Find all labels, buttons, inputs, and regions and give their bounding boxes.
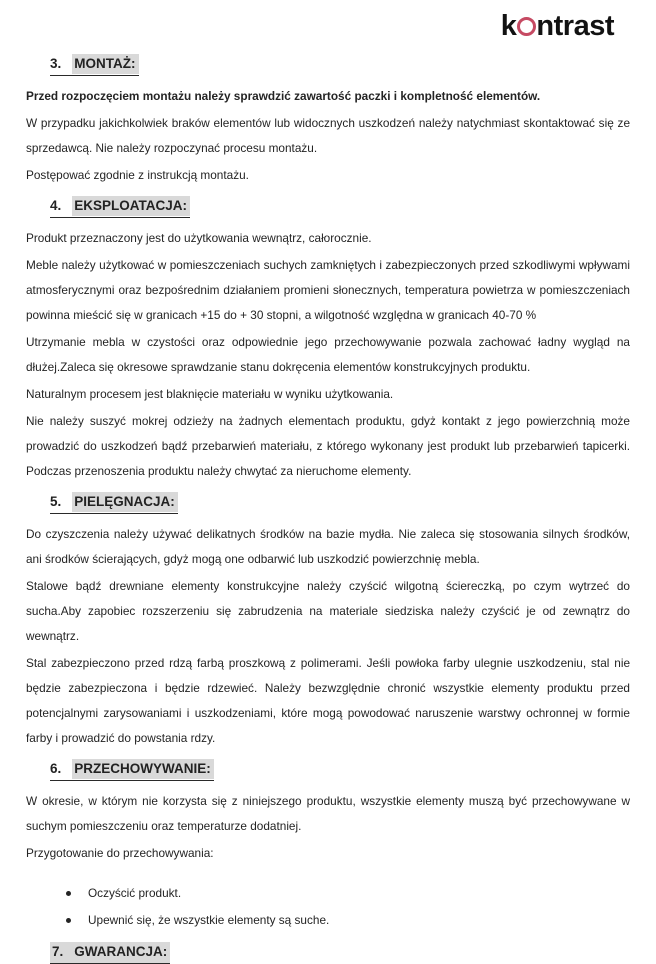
heading-underline-wrap (50, 492, 178, 514)
section-number: 7. (52, 944, 64, 959)
paragraph: W przypadku jakichkolwiek braków elementów lub widocznych uszkodzeń należy natychmiast skontaktować się ze sprzedawcą. Nie należy rozpoczynać procesu montażu. (26, 116, 630, 155)
section-heading-eksploatacja (26, 196, 630, 218)
section-number: 6. (50, 761, 62, 776)
document-body (0, 54, 656, 964)
section-heading-gwarancja (26, 942, 630, 964)
heading-underline-wrap (50, 759, 214, 781)
logo-text-k: k (500, 10, 517, 42)
paragraph: Przed rozpoczęciem montażu należy sprawdzić zawartość paczki i kompletność elementów. (26, 89, 541, 103)
section-heading-pielegnacja (26, 492, 630, 514)
paragraph: Stalowe bądź drewniane elementy konstrukcyjne należy czyścić wilgotną ściereczką, po czym wytrzeć do sucha.Aby zapobiec rozszerzeniu się zabrudzenia na materiale siedziska należy czyścić je od zewnątrz do wewnątrz. (26, 579, 630, 643)
paragraph: Produkt przeznaczony jest do użytkowania wewnątrz, całorocznie. (26, 231, 372, 245)
section-number: 5. (50, 494, 62, 509)
logo-o-ring-icon (517, 17, 536, 36)
section-title: PIELĘGNACJA: (72, 492, 178, 512)
paragraph: Naturalnym procesem jest blaknięcie materiału w wyniku użytkowania. (26, 387, 394, 401)
storage-checklist (26, 880, 630, 934)
paragraph: Utrzymanie mebla w czystości oraz odpowiednie jego przechowywanie pozwala zachować ładny wygląd na dłużej.Zaleca się okresowe sprawdzanie stanu dokręcenia elementów konstrukcyjnych produktu. (26, 335, 630, 374)
logo-text-ntrast: ntrast (536, 10, 614, 42)
paragraph: W okresie, w którym nie korzysta się z niniejszego produktu, wszystkie elementy muszą być przechowywane w suchym pomieszczeniu oraz temperaturze dodatniej. (26, 794, 630, 833)
list-item: Oczyścić produkt. (88, 880, 630, 907)
paragraph: Meble należy użytkować w pomieszczeniach suchych zamkniętych i zabezpieczonych przed szkodliwymi wpływami atmosferycznymi oraz bezpośrednim działaniem promieni słonecznych, temperatura powietrza w pomieszczeniach powinna mieścić się w granicach +15 do + 30 stopni, a wilgotność względna w granicach 40-70 % (26, 258, 630, 322)
heading-underline-wrap (50, 196, 190, 218)
paragraph: Nie należy suszyć mokrej odzieży na żadnych elementach produktu, gdyż kontakt z jego powierzchnią może prowadzić do uszkodzeń bądź przebarwień materiału, z którego wykonany jest produkt lub przebarwień tapicerki. Podczas przenoszenia produktu należy chwytać za nieruchome elementy. (26, 414, 630, 478)
section-title: MONTAŻ: (72, 54, 138, 74)
section-number: 4. (50, 198, 62, 213)
paragraph: Stal zabezpieczono przed rdzą farbą proszkową z polimerami. Jeśli powłoka farby ulegnie uszkodzeniu, stal nie będzie zabezpieczona i będzie rdzewieć. Należy bezwzględnie chronić wszystkie elementy produktu przed potencjalnymi zarysowaniami i uszkodzeniami, które mogą powodować naruszenie warstwy ochronnej w formie farby i prowadzić do powstania rdzy. (26, 656, 630, 745)
paragraph: Do czyszczenia należy używać delikatnych środków na bazie mydła. Nie zaleca się stosowania silnych środków, ani środków ścierających, gdyż mogą one odbarwić lub uszkodzić powierzchnię mebla. (26, 527, 630, 566)
heading-underline-wrap (50, 54, 139, 76)
section-number: 3. (50, 56, 62, 71)
list-item: Upewnić się, że wszystkie elementy są suche. (88, 907, 630, 934)
heading-underline-wrap (50, 942, 170, 964)
section-title: PRZECHOWYWANIE: (72, 759, 214, 779)
section-title: GWARANCJA: (74, 944, 168, 959)
kontrast-logo (0, 6, 656, 46)
section-heading-montaz (26, 54, 630, 76)
paragraph: Przygotowanie do przechowywania: (26, 846, 214, 860)
section-heading-przechowywanie (26, 759, 630, 781)
section-title: EKSPLOATACJA: (72, 196, 190, 216)
paragraph: Postępować zgodnie z instrukcją montażu. (26, 168, 249, 182)
